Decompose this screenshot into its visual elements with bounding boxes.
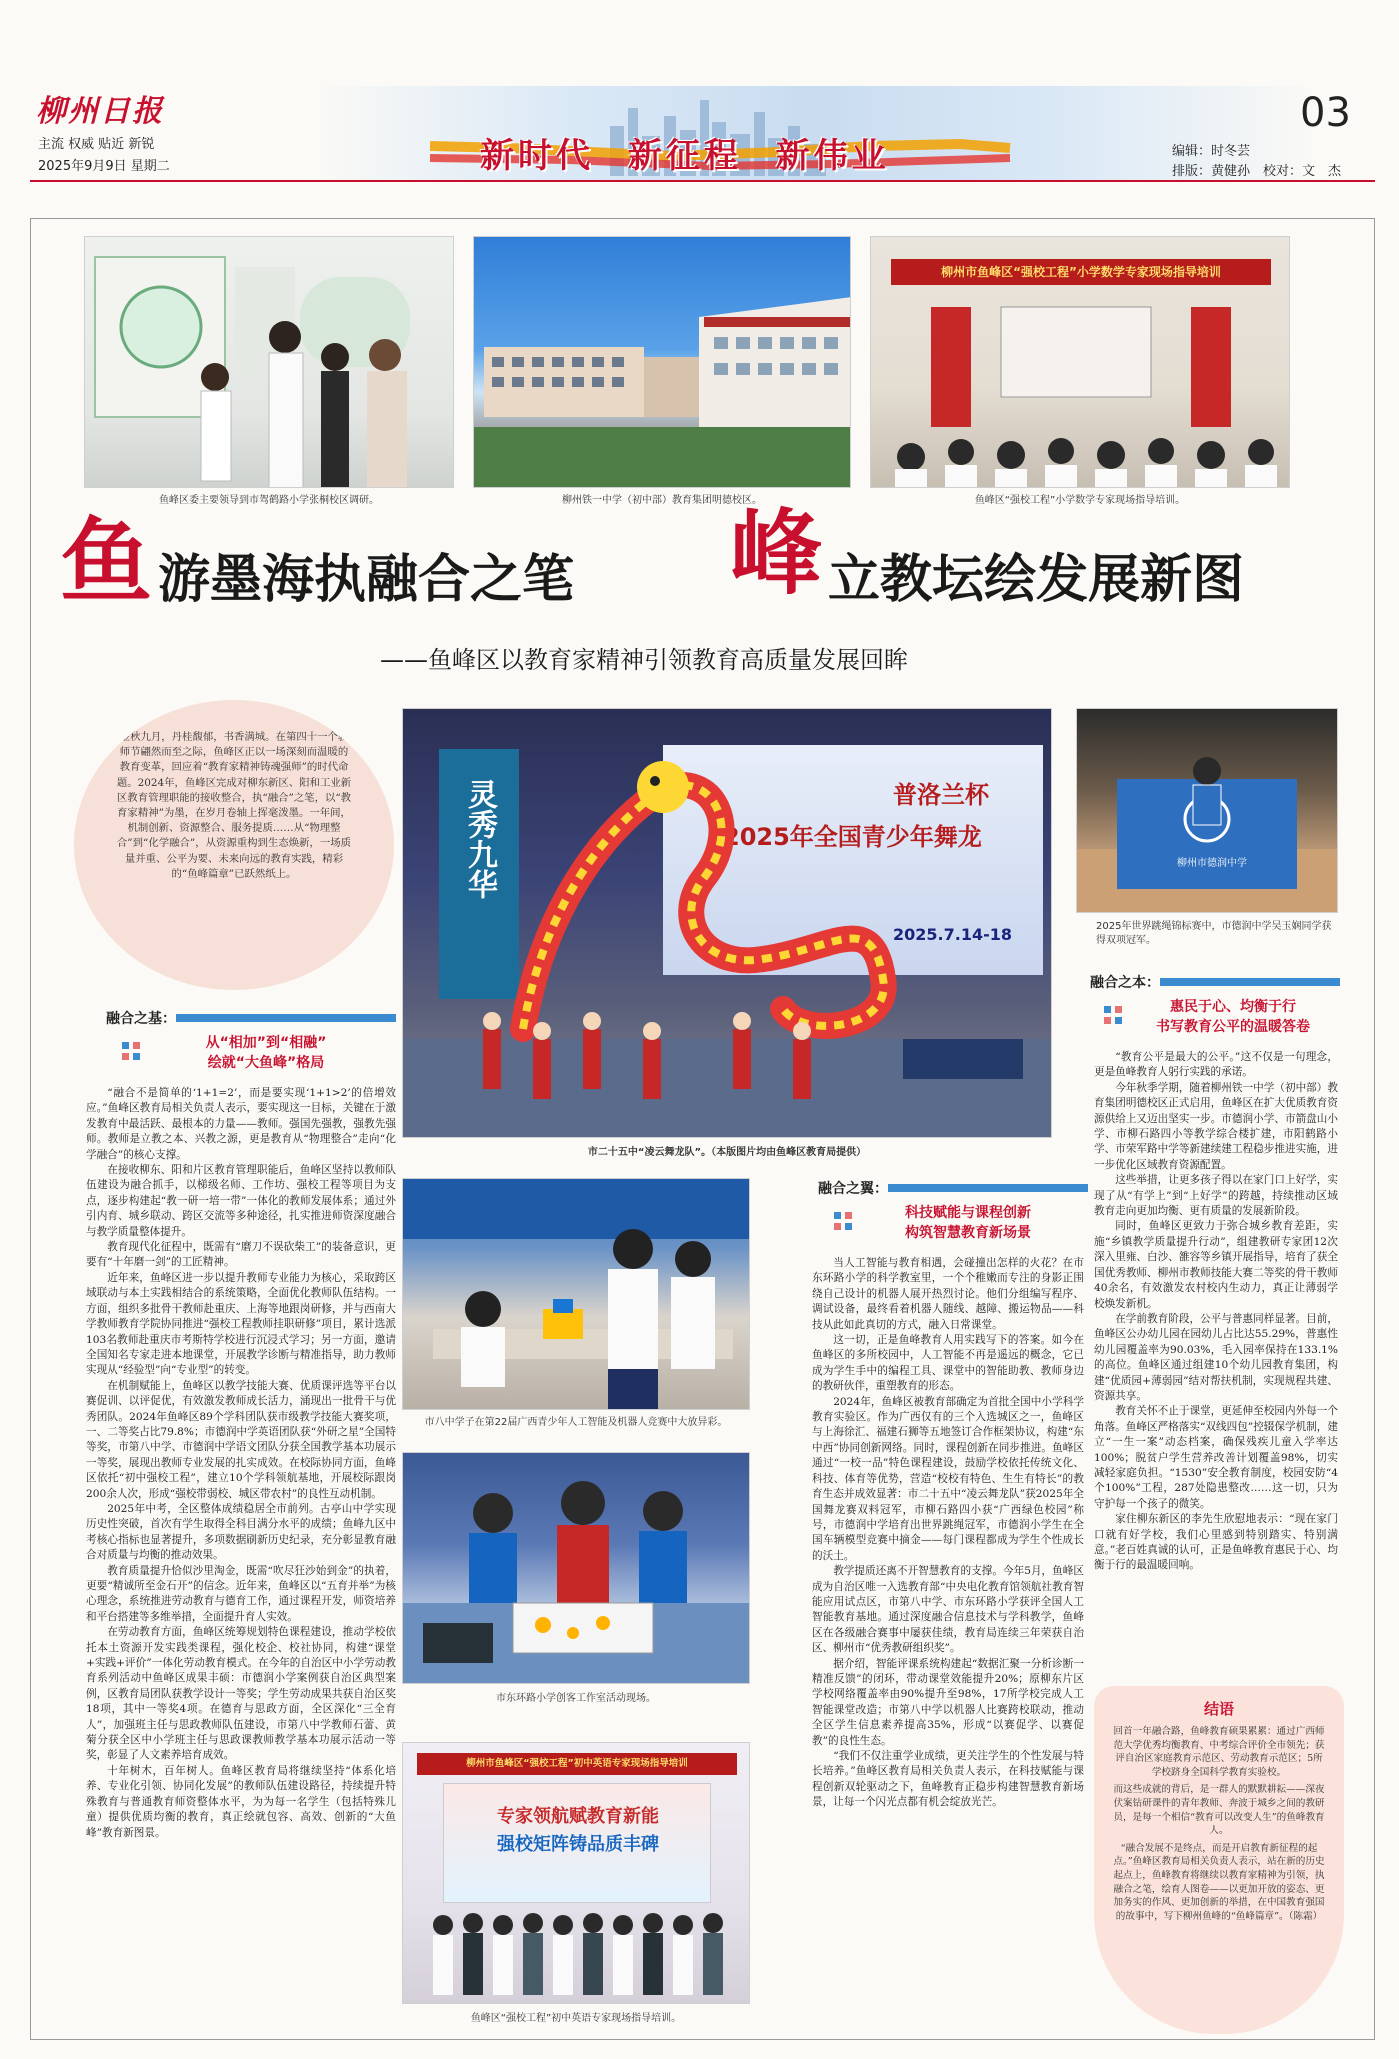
section2-body — [812, 1256, 1084, 2031]
section1-header — [106, 1008, 396, 1078]
photo-robot-contest — [402, 1178, 750, 1410]
intro-text: 金秋九月，丹桂馥郁，书香满城。在第四十一个教师节翩然而至之际，鱼峰区正以一场深刻而温暖的教育变革，回应着“教育家精神铸魂强师”的时代命题。2024年，鱼峰区完成对柳东新区、阳和工业新区教育管理职能的接收整合，执“融合”之笔，以“教育家精神”为墨，在岁月卷轴上挥毫泼墨。一年间，机制创新、资源整合、服务提质……从“物理整合”到“化学融合”，从资源重构到生态焕新，一场质量并重、公平为要、未来向远的教育实践，精彩的“鱼峰篇章”已跃然纸上。 — [116, 731, 352, 880]
section1-paragraph: “融合不是简单的‘1+1=2’，而是要实现‘1+1>2’的倍增效应。”鱼峰区教育局相关负责人表示，要实现这一目标，关键在于激发教育中最活跃、最根本的力量——教师。强国先强教，强教先强师。教师是立教之本、兴教之源，更是教育从“物理整合”走向“化学融合”的核心支撑。 — [86, 1087, 396, 1161]
section1-paragraph: 教育现代化征程中，既需有“磨刀不误砍柴工”的装备意识，更要有“十年磨一剑”的工匠精神。 — [86, 1241, 396, 1269]
banner-slogan: 新时代 新征程 新伟业 — [480, 136, 890, 176]
section2-paragraph: “我们不仅注重学业成绩，更关注学生的个性发展与特长培养。”鱼峰区教育局相关负责人表示，在科技赋能与课程创新双轮驱动之下，鱼峰教育正稳步构建智慧教育新场景，让每一个闪光点都有机会绽放光芒。 — [812, 1750, 1084, 1809]
conclusion-paragraph: 回首一年融合路，鱼峰教育硕果累累：通过广西师范大学优秀均衡教育、中考综合评价全市领先；获评自治区家庭教育示范区、劳动教育示范区；5所学校跻身全国科学教育实验校。 — [1113, 1726, 1325, 1778]
photo-maker-studio — [402, 1452, 750, 1684]
section3-title-1: 惠民于心、均衡于行 — [1170, 999, 1296, 1015]
section1-dots-icon — [122, 1042, 144, 1064]
section1-paragraph: 十年树木，百年树人。鱼峰区教育局将继续坚持“体系化培养、专业化引领、协同化发展”的教师队伍建设路径，持续提升特殊教育与普通教育师资整体水平，为为每一名学生（包括特殊儿童）提供优质均衡的教育，真正绘就包容、高效、创新的“大鱼峰”教育新图景。 — [86, 1764, 396, 1839]
caption-campus: 柳州铁一中学（初中部）教育集团明德校区。 — [562, 495, 762, 506]
section2-title-1: 科技赋能与课程创新 — [905, 1205, 1031, 1221]
caption-rope-skipping: 2025年世界跳绳锦标赛中，市德润中学吴玉娴同学获得双项冠军。 — [1096, 921, 1332, 946]
section2-paragraph: 教学提质还离不开智慧教育的支撑。今年5月，鱼峰区成为自治区唯一入选教育部“中央电化教育馆领航社教育智能应用试点区，市第八中学、市东环路小学获评全国人工智能教育基地。通过深度融合信息技术与学科教学，鱼峰区在各级融合赛事中屡获佳绩，教育局连续三年荣获自治区、柳州市“优秀教研组织奖”。 — [812, 1565, 1084, 1655]
conclusion-paragraph: “融合发展不是终点，而是开启教育新征程的起点。”鱼峰区教育局相关负责人表示，站在新的历史起点上，鱼峰教育将继续以教育家精神为引领，执融合之笔，绘育人图卷——以更加开放的姿态、更加务实的作风、更加创新的举措，在中国教育强国的故事中，写下柳州鱼峰的“鱼峰篇章”。（陈霜） — [1113, 1842, 1325, 1922]
rope-skipping-scene — [1077, 709, 1338, 913]
photo-school-visit — [84, 236, 454, 488]
visit-scene — [85, 237, 454, 488]
layout-credit: 排版：黄健孙 校对：文 杰 — [1172, 164, 1342, 179]
section3-paragraph: 在学前教育阶段，公平与普惠同样显著。目前，鱼峰区公办幼儿园在园幼儿占比达55.29%，普惠性幼儿园覆盖率为90.03%，毛入园率保持在133.1%的高位。鱼峰区通过组建10个幼儿园教育集团，构建“优质园+薄弱园”结对帮扶机制，实现规程共建、资源共享。 — [1094, 1312, 1338, 1402]
newspaper-logo: 柳州日报 — [36, 94, 164, 129]
section3-header — [1090, 972, 1350, 1042]
robot-scene — [403, 1179, 750, 1410]
dragon-scene — [403, 709, 1052, 1138]
slogan: 主流 权威 贴近 新锐 — [38, 137, 155, 152]
photo-english-training — [402, 1742, 750, 2004]
group-photo-scene — [403, 1743, 750, 2004]
caption-maker-studio: 市东环路小学创客工作室活动现场。 — [496, 1693, 656, 1704]
flag-text: 柳州市德润中学 — [1177, 858, 1247, 869]
section1-title-2: 绘就“大鱼峰”格局 — [207, 1055, 325, 1071]
section1-title-1: 从“相加”到“相融” — [205, 1035, 327, 1051]
banner-skyline — [310, 86, 1320, 182]
section3-paragraph: 同时，鱼峰区更致力于弥合城乡教育差距，实施“乡镇教学质量提升行动”，组建教研专家团12次深入里雍、白沙、雒容等乡镇开展指导，培育了获全国优秀教师、柳州市教师技能大赛二等奖的骨干教师40余名，有效激发农村校内生动力，真正让薄弱学校焕发新机。 — [1094, 1220, 1338, 1310]
section2-tag: 融合之翼： — [818, 1181, 888, 1197]
section2-header — [818, 1178, 1088, 1248]
conclusion-box — [1094, 1686, 1344, 2034]
editor-credit: 编辑：时冬芸 — [1172, 144, 1251, 159]
section2-paragraph: 据介绍，智能评课系统构建起“数据汇聚一分析诊断一精准反馈”的闭环，带动课堂效能提升20%；原柳东片区学校网络覆盖率由90%提升至98%，17所学校完成人工智能课堂改造；市第八中学以机器人比赛跨校联动，推动全区学生信息素养提高35%，形成“以赛促学、以赛促教”的良性生态。 — [812, 1657, 1084, 1747]
conclusion-paragraph: 而这些成就的背后，是一群人的默默耕耘——深夜伏案钻研课件的青年教师、奔波于城乡之间的教研员，是每一个相信“教育可以改变人生”的鱼峰教育人。 — [1113, 1784, 1325, 1837]
section2-paragraph: 这一切，正是鱼峰教育人用实践写下的答案。如今在鱼峰区的多所校园中，人工智能不再是遥远的概念，它已成为学生手中的编程工具、课堂中的智能助教、教师身边的教研伙伴，重塑教育的形态。 — [812, 1334, 1084, 1393]
dragon-event-title: 2025年全国青少年舞龙 — [723, 823, 982, 851]
section1-paragraph: 2025年中考，全区整体成绩稳居全市前列。古亭山中学实现历史性突破，首次有学生取得全科目满分水平的成绩；鱼峰九区中考核心指标也显著提升，多项数据刷新历史纪录，充分彰显教育融合对质量与均衡的推动效果。 — [86, 1502, 396, 1562]
caption-school-visit: 鱼峰区委主要领导到市驾鹤路小学张桐校区调研。 — [159, 495, 379, 506]
classroom-scene — [871, 237, 1290, 488]
section1-paragraph: 教育质量提升恰似沙里淘金，既需“吹尽狂沙始到金”的执着，更要“精诚所至金石开”的信念。近年来，鱼峰区以“五育并举”为核心理念，系统推进劳动教育与德育工作，通过课程开发，师资培养和平台搭建等多维举措，全面提升育人实效。 — [86, 1564, 396, 1623]
maker-scene — [403, 1453, 750, 1684]
section3-paragraph: 这些举措，让更多孩子得以在家门口上好学，实现了从“有学上”到“上好学”的跨越，持续推动区域教育走向更加均衡、更有质量的发展新阶段。 — [1094, 1174, 1338, 1218]
photo-math-training — [870, 236, 1290, 488]
page-number: 03 — [1300, 90, 1351, 136]
math-training-banner: 柳州市鱼峰区“强校工程”小学数学专家现场指导培训 — [891, 259, 1271, 285]
section3-tag: 融合之本： — [1090, 975, 1160, 991]
section3-paragraph: 今年秋季学期，随着柳州铁一中学（初中部）教育集团明德校区正式启用，鱼峰区在扩大优质教育资源供给上又迈出坚实一步。市德润小学、市箭盘山小学、市柳石路四小等教学综合楼扩建，市阳鹤路小学、市荣军路中学等新建续建工程稳步推进实施，进一步优化区域教育资源配置。 — [1094, 1081, 1338, 1171]
headline-part-1: 游墨海执融合之笔 — [158, 549, 575, 610]
dragon-event-date: 2025.7.14-18 — [893, 925, 1012, 944]
english-screen-title-1: 专家领航赋教育新能 — [497, 1806, 659, 1827]
dragon-side-text: 灵秀九华 — [462, 779, 497, 899]
masthead-rule — [30, 180, 1375, 182]
caption-english-training: 鱼峰区“强校工程”初中英语专家现场指导培训。 — [470, 2013, 682, 2024]
section2-paragraph: 2024年，鱼峰区被教育部确定为首批全国中小学科学教育实验区。作为广西仅有的三个入选城区之一，鱼峰区与上海徐汇、福建石狮等五地签订合作框架协议，构建“东中西”协同创新网络。同时，课程创新在同步推进。鱼峰区通过“一校一品”特色课程建设，鼓励学校依托传统文化、科技、体育等优势，营造“校校有特色、生生有特长”的教育生态并成效显著：市二十五中“凌云舞龙队”获2025年全国舞龙赛双料冠军，市柳石路四小获“广西绿色校园”称号，市德润中学培育出世界跳绳冠军，市德润小学生在全国车辆模型竞赛中摘金——每门课程都成为学生个性成长的沃土。 — [812, 1395, 1084, 1562]
section2-title-2: 构筑智慧教育新场景 — [905, 1225, 1031, 1241]
section3-dots-icon — [1104, 1006, 1126, 1028]
section2-bar — [888, 1184, 1088, 1192]
photo-dragon-dance — [402, 708, 1052, 1138]
section3-paragraph: “教育公平是最大的公平。”这不仅是一句理念，更是鱼峰教育人躬行实践的承诺。 — [1094, 1051, 1338, 1079]
section1-bar — [176, 1014, 396, 1022]
section1-body — [86, 1086, 396, 2031]
section2-dots-icon — [834, 1212, 856, 1234]
section1-paragraph: 在机制赋能上，鱼峰区以教学技能大赛、优质课评选等平台以赛促训、以评促优，有效激发教师成长活力，涌现出一批骨干与优秀团队。2024年鱼峰区89个学科团队获市级教学技能大赛奖项，一、二等奖占比79.8%；市德润中学英语团队获“外研之星”全国特等奖，市第八中学、市德润中学语文团队分获全国教学基本功展示一等奖，展现出教师专业发展的扎实成效。在校际协同方面，鱼峰区依托“初中强校工程”，建立10个学科领航基地，开展校际跟岗200余人次，形成“强校带弱校、城区带农村”的良性互动机制。 — [86, 1379, 396, 1500]
section1-paragraph: 近年来，鱼峰区进一步以提升教师专业能力为核心，采取跨区域联动与本土实践相结合的系统策略，全面优化教师队伍结构。一方面，组织多批骨干教师赴重庆、上海等地跟岗研修，并与西南大学教师教育学院协同推进“强校工程教师挂职研修”项目，累计选派103名教师赴重庆市考斯特学校进行沉浸式学习；另一方面，邀请全国知名专家走进本地课堂，开展教学诊断与精准指导，助力教师实现从“经验型”向“专业型”的转变。 — [86, 1271, 396, 1377]
issue-date: 2025年9月9日 星期二 — [38, 159, 170, 174]
section2-paragraph: 当人工智能与教育相遇，会碰撞出怎样的火花？在市东环路小学的科学教室里，一个个稚嫩而专注的身影正围绕自己设计的机器人展开热烈讨论。他们分组编写程序、调试设备，最终看着机器人随线、越障、搬运物品——科技从此如此真切的方式，融入日常课堂。 — [812, 1257, 1084, 1331]
caption-robot-contest: 市八中学子在第22届广西青少年人工智能及机器人竞赛中大放异彩。 — [424, 1417, 728, 1428]
section3-paragraph: 家住柳东新区的李先生欣慰地表示：“现在家门口就有好学校，我们心里感到特别踏实、特别满意。”老百姓真诚的认可，正是鱼峰教育惠民于心、均衡于行的最温暖回响。 — [1094, 1513, 1338, 1572]
section1-paragraph: 在劳动教育方面，鱼峰区统筹规划特色课程建设，推动学校依托本土资源开发实践类课程，强化校企、校社协同，构建“课堂+实践+评价”一体化劳动教育模式。在今年的自治区中小学劳动教育系列活动中鱼峰区成果丰硕：市德润小学案例获自治区典型案例，区教育局团队获教学设计一等奖；学生劳动成果共获自治区奖18项，其中一等奖4项。在德育与思政方面，全区深化“三全育人”，加强班主任与思政教师队伍建设，市第八中学教师石蕾、黄菊分获全区中小学班主任与思政课教师教学基本功展示活动一等奖，彰显了人文素养培育成效。 — [86, 1626, 396, 1762]
photo-rope-skipping — [1076, 708, 1338, 913]
section3-bar — [1160, 978, 1340, 986]
photo-campus — [473, 236, 851, 488]
section3-title-2: 书写教育公平的温暖答卷 — [1156, 1019, 1310, 1035]
intro-circle — [74, 700, 394, 990]
caption-math-training: 鱼峰区“强校工程”小学数学专家现场指导培训。 — [974, 495, 1186, 506]
conclusion-body — [1112, 1725, 1326, 1923]
english-top-banner: 柳州市鱼峰区“强校工程”初中英语专家现场指导培训 — [417, 1753, 737, 1775]
conclusion-title: 结语 — [1203, 1700, 1234, 1718]
section3-paragraph: 教育关怀不止于课堂，更延伸至校园内外每一个角落。鱼峰区严格落实“双线四包”控辍保学机制，建立“一生一案”动态档案，确保残疾儿童入学率达100%；脱贫户学生营养改善计划覆盖98%，切实减轻家庭负担。“1530”安全教育制度，校园安防“4个100%”工程，287处隐患整改……这一切，只为守护每一个孩子的微笑。 — [1094, 1405, 1338, 1510]
masthead — [0, 0, 1399, 205]
section3-body — [1094, 1050, 1338, 1670]
dragon-event-name: 普洛兰杯 — [893, 781, 989, 809]
campus-scene — [474, 237, 851, 488]
headline-part-2: 立教坛绘发展新图 — [828, 549, 1245, 610]
english-screen-title-2: 强校矩阵铸品质丰碑 — [497, 1834, 659, 1855]
headline-subtitle: ——鱼峰区以教育家精神引领教育高质量发展回眸 — [380, 646, 908, 674]
section1-tag: 融合之基： — [106, 1011, 176, 1027]
section1-paragraph: 在接收柳东、阳和片区教育管理职能后，鱼峰区坚持以教师队伍建设为融合抓手，以梯级名师、工作坊、强校工程等项目为支点，逐步构建起“教一研一培一带”一体化的教师发展体系；通过外引内育、城乡联动、跨区交流等多种途径，扎实推进师资深度融合与教学质量整体提升。 — [86, 1164, 396, 1238]
caption-dragon-dance: 市二十五中“凌云舞龙队”。（本版图片均由鱼峰区教育局提供） — [587, 1147, 867, 1158]
headline-big-char-2: 峰 — [730, 499, 823, 607]
headline-big-char-1: 鱼 — [60, 507, 153, 615]
